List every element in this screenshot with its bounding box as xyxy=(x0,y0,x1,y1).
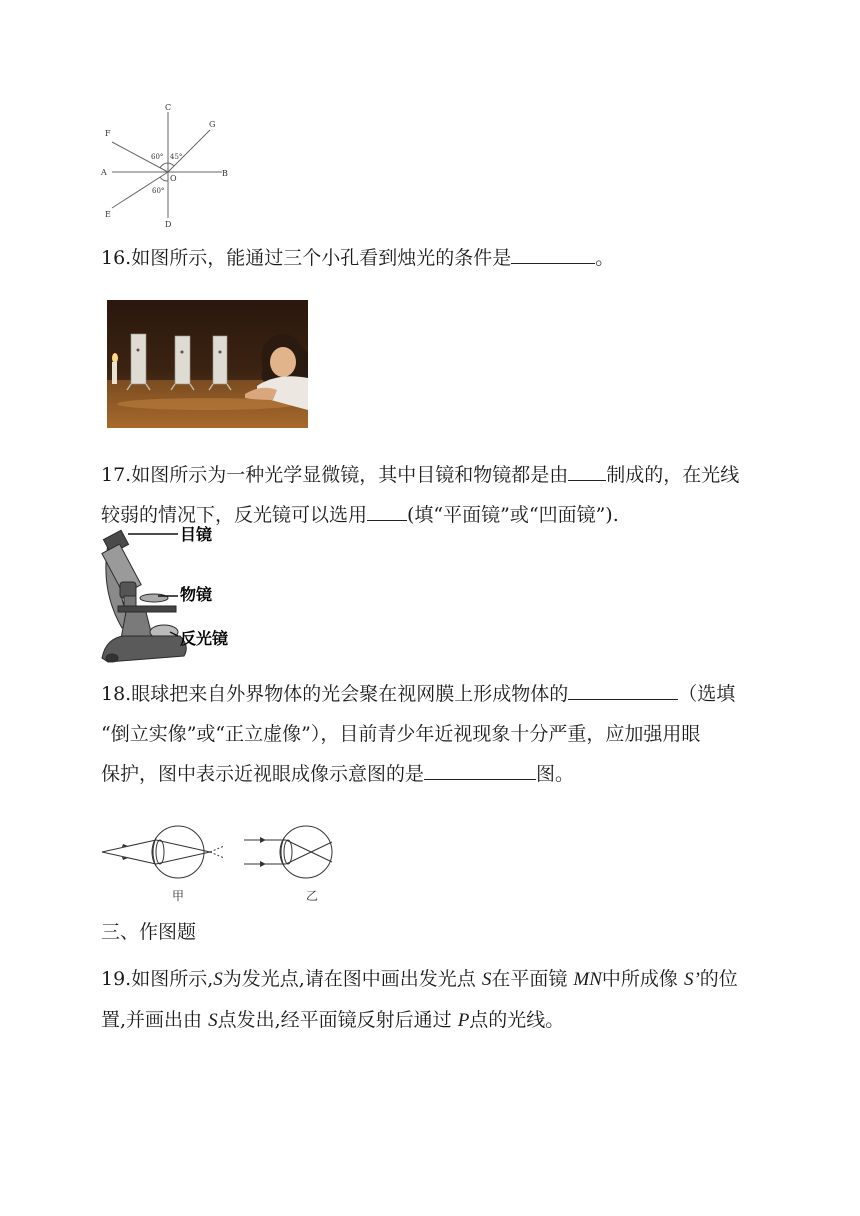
candle-holes-photo xyxy=(107,300,308,428)
q18-text-3b: 图。 xyxy=(536,763,575,785)
q18-blank-1[interactable] xyxy=(568,679,678,700)
q19-number: 19. xyxy=(101,968,132,990)
label-o: O xyxy=(170,174,177,183)
q19-text-7: 点发出,经平面镜反射后通过 xyxy=(217,1009,458,1031)
q18-text-1b: （选填 xyxy=(678,683,736,705)
q19-symbol-s: S xyxy=(208,1010,218,1031)
q17-blank-1[interactable] xyxy=(568,460,606,481)
q19-text-6: 置,并画出由 xyxy=(101,1009,209,1031)
question-18 xyxy=(101,674,791,794)
q16-number: 16. xyxy=(101,247,132,269)
angle-label-2: 45° xyxy=(170,153,183,161)
label-a: A xyxy=(101,168,107,177)
q18-text-3a: 保护，图中表示近视眼成像示意图的是 xyxy=(101,763,425,785)
q19-text-4: 中所成像 xyxy=(601,968,684,990)
q17-line-1 xyxy=(101,455,791,495)
label-f: F xyxy=(105,129,111,138)
question-19 xyxy=(101,959,791,1041)
q19-text-2: 为发光点,请在图中画出发光点 xyxy=(222,968,482,990)
q17-number: 17. xyxy=(101,464,132,486)
q16-blank[interactable] xyxy=(511,243,595,264)
q17-blank-2[interactable] xyxy=(367,500,407,521)
q19-line-1 xyxy=(101,959,791,1000)
q19-text-8: 点的光线。 xyxy=(469,1009,565,1031)
q16-text: 如图所示，能通过三个小孔看到烛光的条件是 xyxy=(131,247,512,269)
q19-symbol-s-image: S’ xyxy=(683,969,700,990)
microscope-diagram xyxy=(98,520,248,668)
label-e: E xyxy=(105,210,111,219)
label-objective: 物镜 xyxy=(180,585,213,604)
q18-line-3 xyxy=(101,754,791,794)
q19-symbol-mn: MN xyxy=(573,969,602,990)
eye-diagrams xyxy=(98,820,360,912)
q18-blank-2[interactable] xyxy=(424,759,536,780)
q17-text-1a: 如图所示为一种光学显微镜，其中目镜和物镜都是由 xyxy=(131,464,569,486)
label-b: B xyxy=(222,169,228,178)
q18-line-2: “倒立实像”或“正立虚像”），目前青少年近视现象十分严重，应加强用眼 xyxy=(101,723,701,745)
angle-label-3: 60° xyxy=(152,187,165,195)
label-c: C xyxy=(165,103,172,112)
section-3-heading: 三、作图题 xyxy=(101,921,197,943)
q19-symbol-p: P xyxy=(457,1010,470,1031)
q18-line-1 xyxy=(101,674,791,714)
angle-label-1: 60° xyxy=(151,153,164,161)
label-mirror: 反光镜 xyxy=(180,629,229,648)
question-16 xyxy=(101,238,791,278)
q17-text-2b: (填“平面镜”或“凹面镜”). xyxy=(407,504,619,526)
q19-symbol-s: S xyxy=(481,969,492,990)
q19-text-1: 如图所示, xyxy=(131,968,214,990)
q19-text-5: 的位 xyxy=(699,968,738,990)
eye-caption-left: 甲 xyxy=(172,889,185,903)
q19-line-2 xyxy=(101,1000,791,1041)
eye-caption-right: 乙 xyxy=(306,889,319,903)
label-eyepiece: 目镜 xyxy=(180,525,213,544)
q17-text-2a: 较弱的情况下，反光镜可以选用 xyxy=(101,504,368,526)
q19-symbol-s: S xyxy=(213,969,223,990)
angle-diagram xyxy=(96,100,246,232)
q16-end: 。 xyxy=(595,247,615,269)
q17-text-1b: 制成的，在光线 xyxy=(606,464,740,486)
label-d: D xyxy=(165,220,172,229)
label-g: G xyxy=(209,120,216,129)
q18-text-1a: 眼球把来自外界物体的光会聚在视网膜上形成物体的 xyxy=(131,683,569,705)
q19-text-3: 在平面镜 xyxy=(491,968,574,990)
q18-number: 18. xyxy=(101,683,132,705)
